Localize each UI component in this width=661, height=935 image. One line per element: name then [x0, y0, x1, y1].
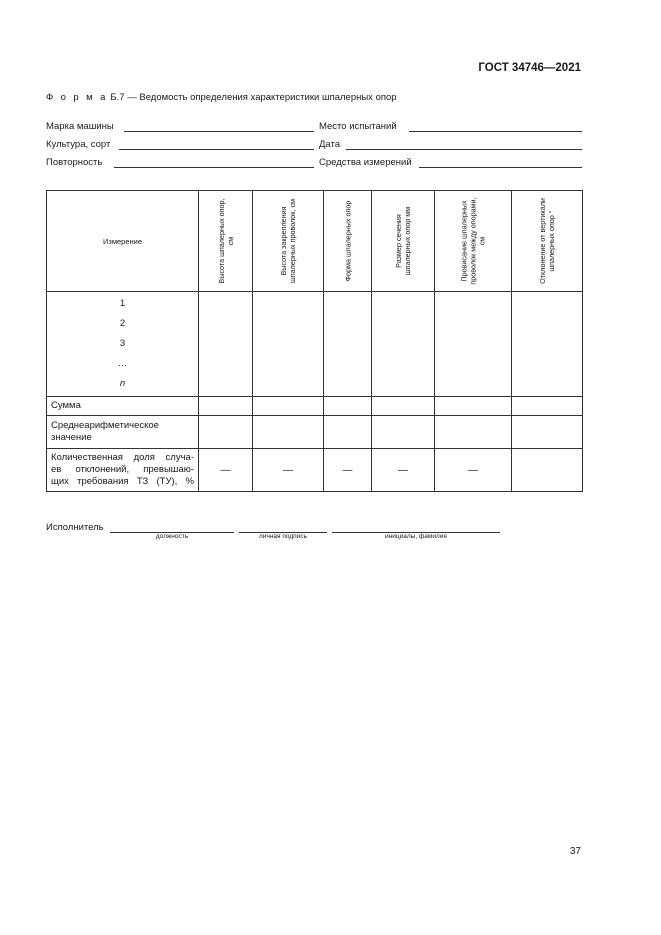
executor-label: Исполнитель: [46, 522, 104, 533]
date-line[interactable]: [346, 149, 582, 150]
test-place-label: Место испытаний: [319, 121, 397, 132]
col-header-wire-sag: [435, 191, 512, 292]
col-header-section-size: [372, 191, 435, 292]
col-header-wire-sag-text: Провисание шпалерных проволок между опорами, см: [459, 197, 487, 285]
col-header-vertical-deviation-text: Отклонение от вертикали шпалерных опор °: [538, 198, 556, 284]
page-number: 37: [569, 846, 581, 857]
mean-cell[interactable]: [324, 416, 372, 449]
col-header-section-size-text: Размер сечения шпалерных опор мм: [394, 206, 412, 276]
cell-vertical-deviation[interactable]: [512, 292, 583, 397]
signature-caption: личная подпись: [259, 533, 307, 540]
mean-cell[interactable]: [435, 416, 512, 449]
measurement-2: 2: [119, 318, 126, 329]
mean-row: [47, 416, 583, 449]
form-number: Б.7: [110, 92, 125, 103]
form-title: [46, 92, 397, 103]
share-label-line-3: щих требования ТЗ (ТУ), %: [51, 476, 194, 487]
standard-header: ГОСТ 34746—2021: [478, 62, 581, 74]
test-place-line[interactable]: [409, 131, 582, 132]
cell-wire-height[interactable]: [253, 292, 324, 397]
name-caption: инициалы, фамилия: [385, 533, 447, 540]
col-header-wire-height-text: Высота закрепления шпалерных проволок, см: [279, 199, 297, 283]
sum-label: Сумма: [47, 397, 199, 416]
col-header-support-height-text: Высота шпалерных опор, см: [216, 198, 235, 284]
col-header-vertical-deviation: [512, 191, 583, 292]
mean-cell[interactable]: [512, 416, 583, 449]
share-dash: —: [253, 449, 324, 492]
form-prefix: Ф о р м а: [46, 92, 108, 103]
measurement-1: 1: [119, 298, 126, 309]
machine-brand-line[interactable]: [124, 131, 314, 132]
share-dash: —: [435, 449, 512, 492]
repeat-label: Повторность: [46, 157, 103, 168]
form-title-text: — Ведомость определения характеристики шпалерных опор: [127, 92, 397, 103]
col-header-wire-height: [253, 191, 324, 292]
sum-row: [47, 397, 583, 416]
share-label-line-1: Количественная доля случа-: [51, 452, 194, 463]
sum-cell[interactable]: [199, 397, 253, 416]
share-dash: —: [324, 449, 372, 492]
col-header-measurement: Измерение: [47, 191, 199, 292]
sum-cell[interactable]: [253, 397, 324, 416]
machine-brand-label: Марка машины: [46, 121, 114, 132]
cell-support-shape[interactable]: [324, 292, 372, 397]
share-dash: —: [199, 449, 253, 492]
header-row: [47, 191, 583, 292]
measurement-table: [46, 190, 583, 492]
date-label: Дата: [319, 139, 341, 150]
mean-cell[interactable]: [199, 416, 253, 449]
share-label: [47, 449, 199, 492]
instruments-label: Средства измерений: [319, 157, 412, 168]
cell-support-height[interactable]: [199, 292, 253, 397]
sum-cell[interactable]: [435, 397, 512, 416]
repeat-line[interactable]: [114, 167, 314, 168]
col-header-support-shape: [324, 191, 372, 292]
crop-label: Культура, сорт: [46, 139, 111, 150]
share-row: [47, 449, 583, 492]
cell-wire-sag[interactable]: [435, 292, 512, 397]
col-header-support-shape-text: Форма шпалерных опор: [343, 200, 352, 282]
mean-cell[interactable]: [253, 416, 324, 449]
col-header-support-height: [199, 191, 253, 292]
share-cell[interactable]: [512, 449, 583, 492]
sum-cell[interactable]: [324, 397, 372, 416]
share-dash: —: [372, 449, 435, 492]
crop-line[interactable]: [119, 149, 314, 150]
measurement-numbers: [47, 292, 199, 397]
mean-label: Среднеарифметическое значение: [47, 416, 199, 449]
measurement-ellipsis: …: [117, 358, 128, 369]
cell-section-size[interactable]: [372, 292, 435, 397]
measurement-3: 3: [119, 338, 126, 349]
position-caption: должность: [155, 533, 189, 540]
measurements-row: [47, 292, 583, 397]
instruments-line[interactable]: [419, 167, 582, 168]
mean-cell[interactable]: [372, 416, 435, 449]
sum-cell[interactable]: [372, 397, 435, 416]
share-label-line-2: ев отклонений, превышаю-: [51, 464, 194, 475]
measurement-n: n: [119, 378, 126, 389]
sum-cell[interactable]: [512, 397, 583, 416]
